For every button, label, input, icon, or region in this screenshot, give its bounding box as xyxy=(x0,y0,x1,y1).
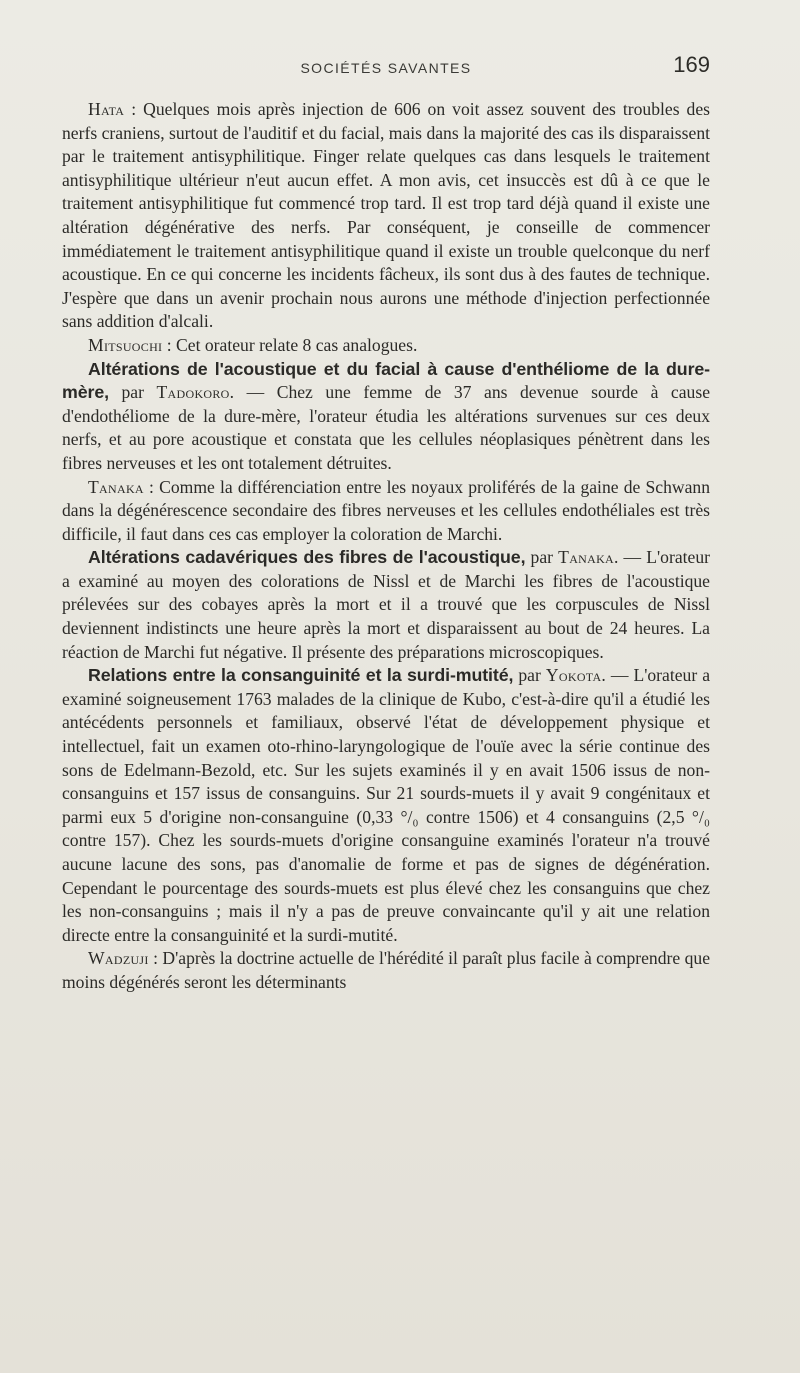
heading-by: par xyxy=(108,382,157,403)
section-endotheliome xyxy=(62,358,710,476)
author-name: Yokota xyxy=(545,665,602,686)
paragraph-text: . — L'orateur a examiné soigneusement 1763 malades de la clinique de Kubo, c'est-à-dire qu'il a étudié les antécédents personnels et familiaux, observé l'état de développement physique et intellectuel, fait un examen oto-rhino-laryngologique de l'ouïe avec la série continue des sons de Edelmann-Bezold, etc. Sur les sujets examinés il y en avait 1506 issus de non-consanguins et 157 issus de consanguins. Sur 21 sourds-muets il y avait 9 congénitaux et parmi eux 5 d'origine non-consanguine (0,33 °/₀ contre 1506) et 4 consanguins (2,5 °/₀ contre 157). Chez les sourds-muets d'origine consanguine examinés l'orateur n'a trouvé aucune lacune des sons, pas d'anomalie de forme et pas de signes de dégénération. Cependant le pourcentage des sourds-muets est plus élevé chez les consanguins que chez les non-consanguins ; mais il n'y a pas de preuve convaincante qu'il y ait une relation directe entre la consanguinité et la surdi-mutité. xyxy=(62,665,711,945)
paragraph-text: : Quelques mois après injection de 606 on voit assez souvent des troubles des nerfs craniens, surtout de l'auditif et du facial, mais dans la majorité des cas ils disparaissent par le traitement antisyphilitique. Finger relate quelques cas dans lesquels le traitement antisyphilitique ultérieur n'eut aucun effet. A mon avis, cet insuccès est dû à ce que le traitement antisyphilitique fut commencé trop tard. Il est trop tard déjà quand il existe une altération dégénérative des nerfs. Par conséquent, je conseille de commencer immédiatement le traitement antisyphilitique quand il existe un trouble quelconque du nerf acoustique. En ce qui concerne les incidents fâcheux, ils sont dus à des fautes de technique. J'espère que dans un avenir prochain nous aurons une méthode d'injection perfectionnée sans addition d'alcali. xyxy=(62,99,710,332)
paragraph-text: : Comme la différenciation entre les noyaux proliférés de la gaine de Schwann dans la dégénérescence secondaire des fibres nerveuses et les cellules endothéliales est très difficile, il faut dans ces cas employer la coloration de Marchi. xyxy=(62,476,710,544)
speaker-name: Mitsuochi xyxy=(88,334,163,355)
page-number: 169 xyxy=(673,52,710,77)
paragraph-mitsuochi xyxy=(62,334,710,358)
section-consanguinite xyxy=(62,664,710,947)
author-name: Tanaka xyxy=(558,547,615,568)
section-heading: Relations entre la consanguinité et la surdi-mutité, xyxy=(88,665,514,686)
speaker-name: Hata xyxy=(88,99,125,119)
section-cadaveriques xyxy=(62,546,710,664)
paragraph-wadzuji xyxy=(62,947,710,994)
paragraph-text: : Cet orateur relate 8 cas analogues. xyxy=(162,334,418,355)
speaker-name: Wadzuji xyxy=(88,948,149,969)
paragraph-text: . — L'orateur a examiné au moyen des colorations de Nissl et de Marchi les fibres de l'acoustique prélevées sur des cobayes après la mort et il a trouvé que les corpuscules de Nissl deviennent indistincts une heure après la mort et disparaissent au bout de 24 heures. La réaction de Marchi fut négative. Il présente des préparations microscopiques. xyxy=(62,547,710,662)
heading-by: par xyxy=(525,547,559,568)
section-heading: Altérations de l'acoustique et du facial à cause d'enthéliome de la dure-mère, xyxy=(62,358,710,403)
paragraph-text: : D'après la doctrine actuelle de l'hérédité il paraît plus facile à comprendre que moins dégénérés seront les déterminants xyxy=(62,948,710,992)
author-name: Tadokoro xyxy=(156,382,230,403)
page-header xyxy=(62,52,710,84)
speaker-name: Tanaka xyxy=(88,476,144,497)
running-title: SOCIÉTÉS SAVANTES xyxy=(300,60,472,76)
paragraph-hata xyxy=(62,98,710,334)
article-body xyxy=(62,98,710,995)
section-heading: Altérations cadavériques des fibres de l'acoustique, xyxy=(88,547,526,568)
paragraph-tanaka xyxy=(62,476,710,547)
heading-by: par xyxy=(513,665,546,686)
paragraph-text: . — Chez une femme de 37 ans devenue sourde à cause d'endothéliome de la dure-mère, l'orateur étudia les altérations survenues sur ces deux nerfs, et au pore acoustique et constata que les cellules néoplasiques pénètrent dans les fibres nerveuses et les ont totalement détruites. xyxy=(62,382,711,473)
